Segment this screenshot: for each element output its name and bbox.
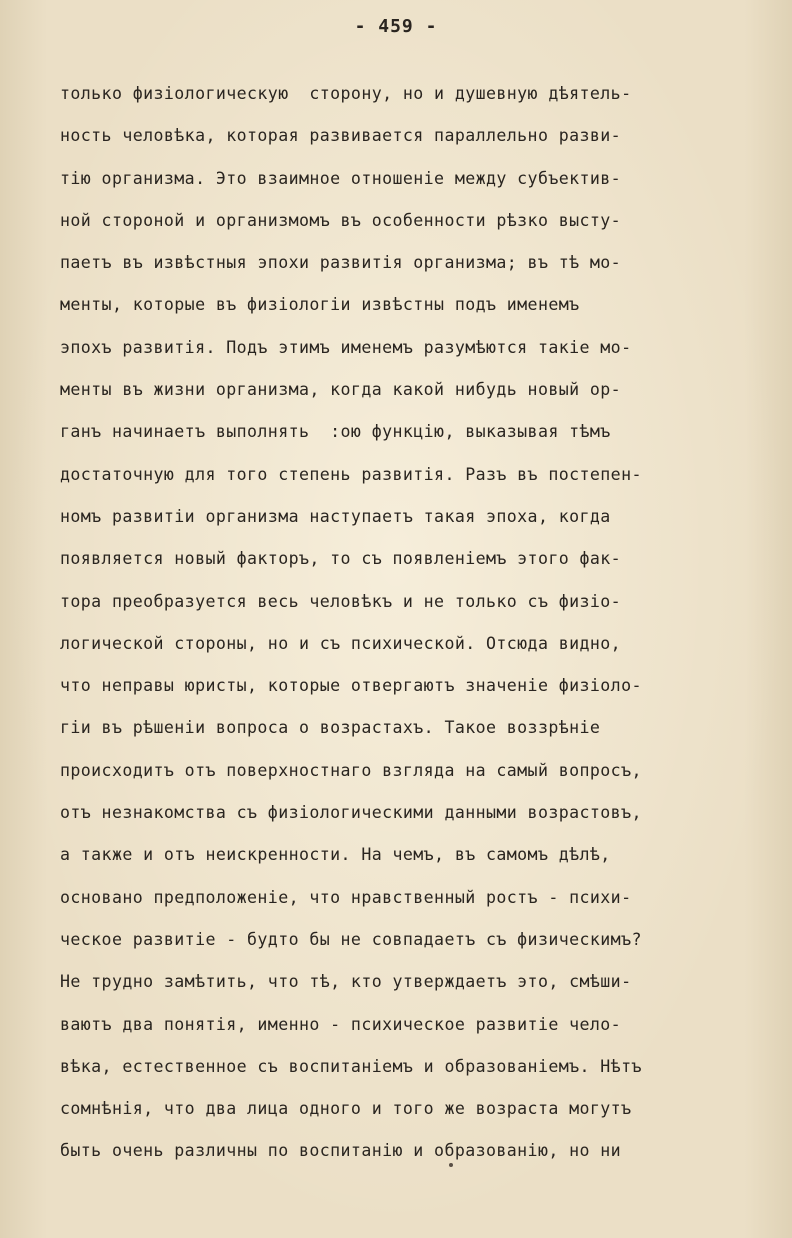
text-line: номъ развитiи организма наступаетъ такая эпоха, когда (60, 506, 611, 526)
text-line: отъ незнакомства съ физiологическими данными возрастовъ, (60, 803, 642, 823)
text-line: быть очень различны по воспитанiю и образованiю, но ни (60, 1141, 622, 1161)
text-line: тора преобразуется весь человѣкъ и не только съ физiо- (60, 591, 622, 611)
text-line: паетъ въ извѣстныя эпохи развитiя организма; въ тѣ мо- (60, 253, 622, 273)
text-line: появляется новый факторъ, то съ появленiемъ этого фак- (60, 549, 622, 569)
text-line: гiи въ рѣшенiи вопроса о возрастахъ. Такое воззрѣнiе (60, 718, 601, 738)
text-line: достаточную для того степень развитiя. Разъ въ постепен- (60, 464, 642, 484)
text-line: Не трудно замѣтить, что тѣ, кто утверждаетъ это, смѣши- (60, 972, 632, 992)
text-line: только физiологическую сторону, но и душевную дѣятель- (60, 84, 632, 103)
text-line: ганъ начинаетъ выполнять :ою функцiю, выказывая тѣмъ (60, 422, 611, 442)
page-number: - 459 - (354, 16, 438, 37)
text-line: сомнѣнiя, что два лица одного и того же возраста могутъ (60, 1099, 632, 1119)
text-line: ческое развитiе - будто бы не совпадаетъ съ физическимъ? (60, 929, 642, 949)
text-line: эпохъ развитiя. Подъ этимъ именемъ разумѣются такiе мо- (60, 337, 632, 357)
text-line: основано предположенiе, что нравственный ростъ - психи- (60, 887, 632, 907)
body-text (60, 73, 780, 1173)
text-line: тiю организма. Это взаимное отношенiе между субъектив- (60, 168, 622, 188)
text-line: ность человѣка, которая развивается параллельно разви- (60, 126, 622, 146)
text-line: ваютъ два понятiя, именно - психическое развитiе чело- (60, 1014, 622, 1034)
text-line: а также и отъ неискренности. На чемъ, въ самомъ дѣлѣ, (60, 845, 611, 865)
text-line: менты въ жизни организма, когда какой нибудь новый ор- (60, 380, 622, 400)
text-line: происходитъ отъ поверхностнаго взгляда на самый вопросъ, (60, 760, 642, 780)
text-line: менты, которые въ физiологiи извѣстны подъ именемъ (60, 295, 580, 315)
text-line: что неправы юристы, которые отвергаютъ значенiе физiоло- (60, 676, 642, 696)
text-line: вѣка, естественное съ воспитанiемъ и образованiемъ. Нѣтъ (60, 1056, 642, 1076)
ink-dot (449, 1163, 453, 1167)
text-line: логической стороны, но и съ психической. Отсюда видно, (60, 633, 622, 653)
text-line: ной стороной и организмомъ въ особенности рѣзко высту- (60, 210, 622, 230)
